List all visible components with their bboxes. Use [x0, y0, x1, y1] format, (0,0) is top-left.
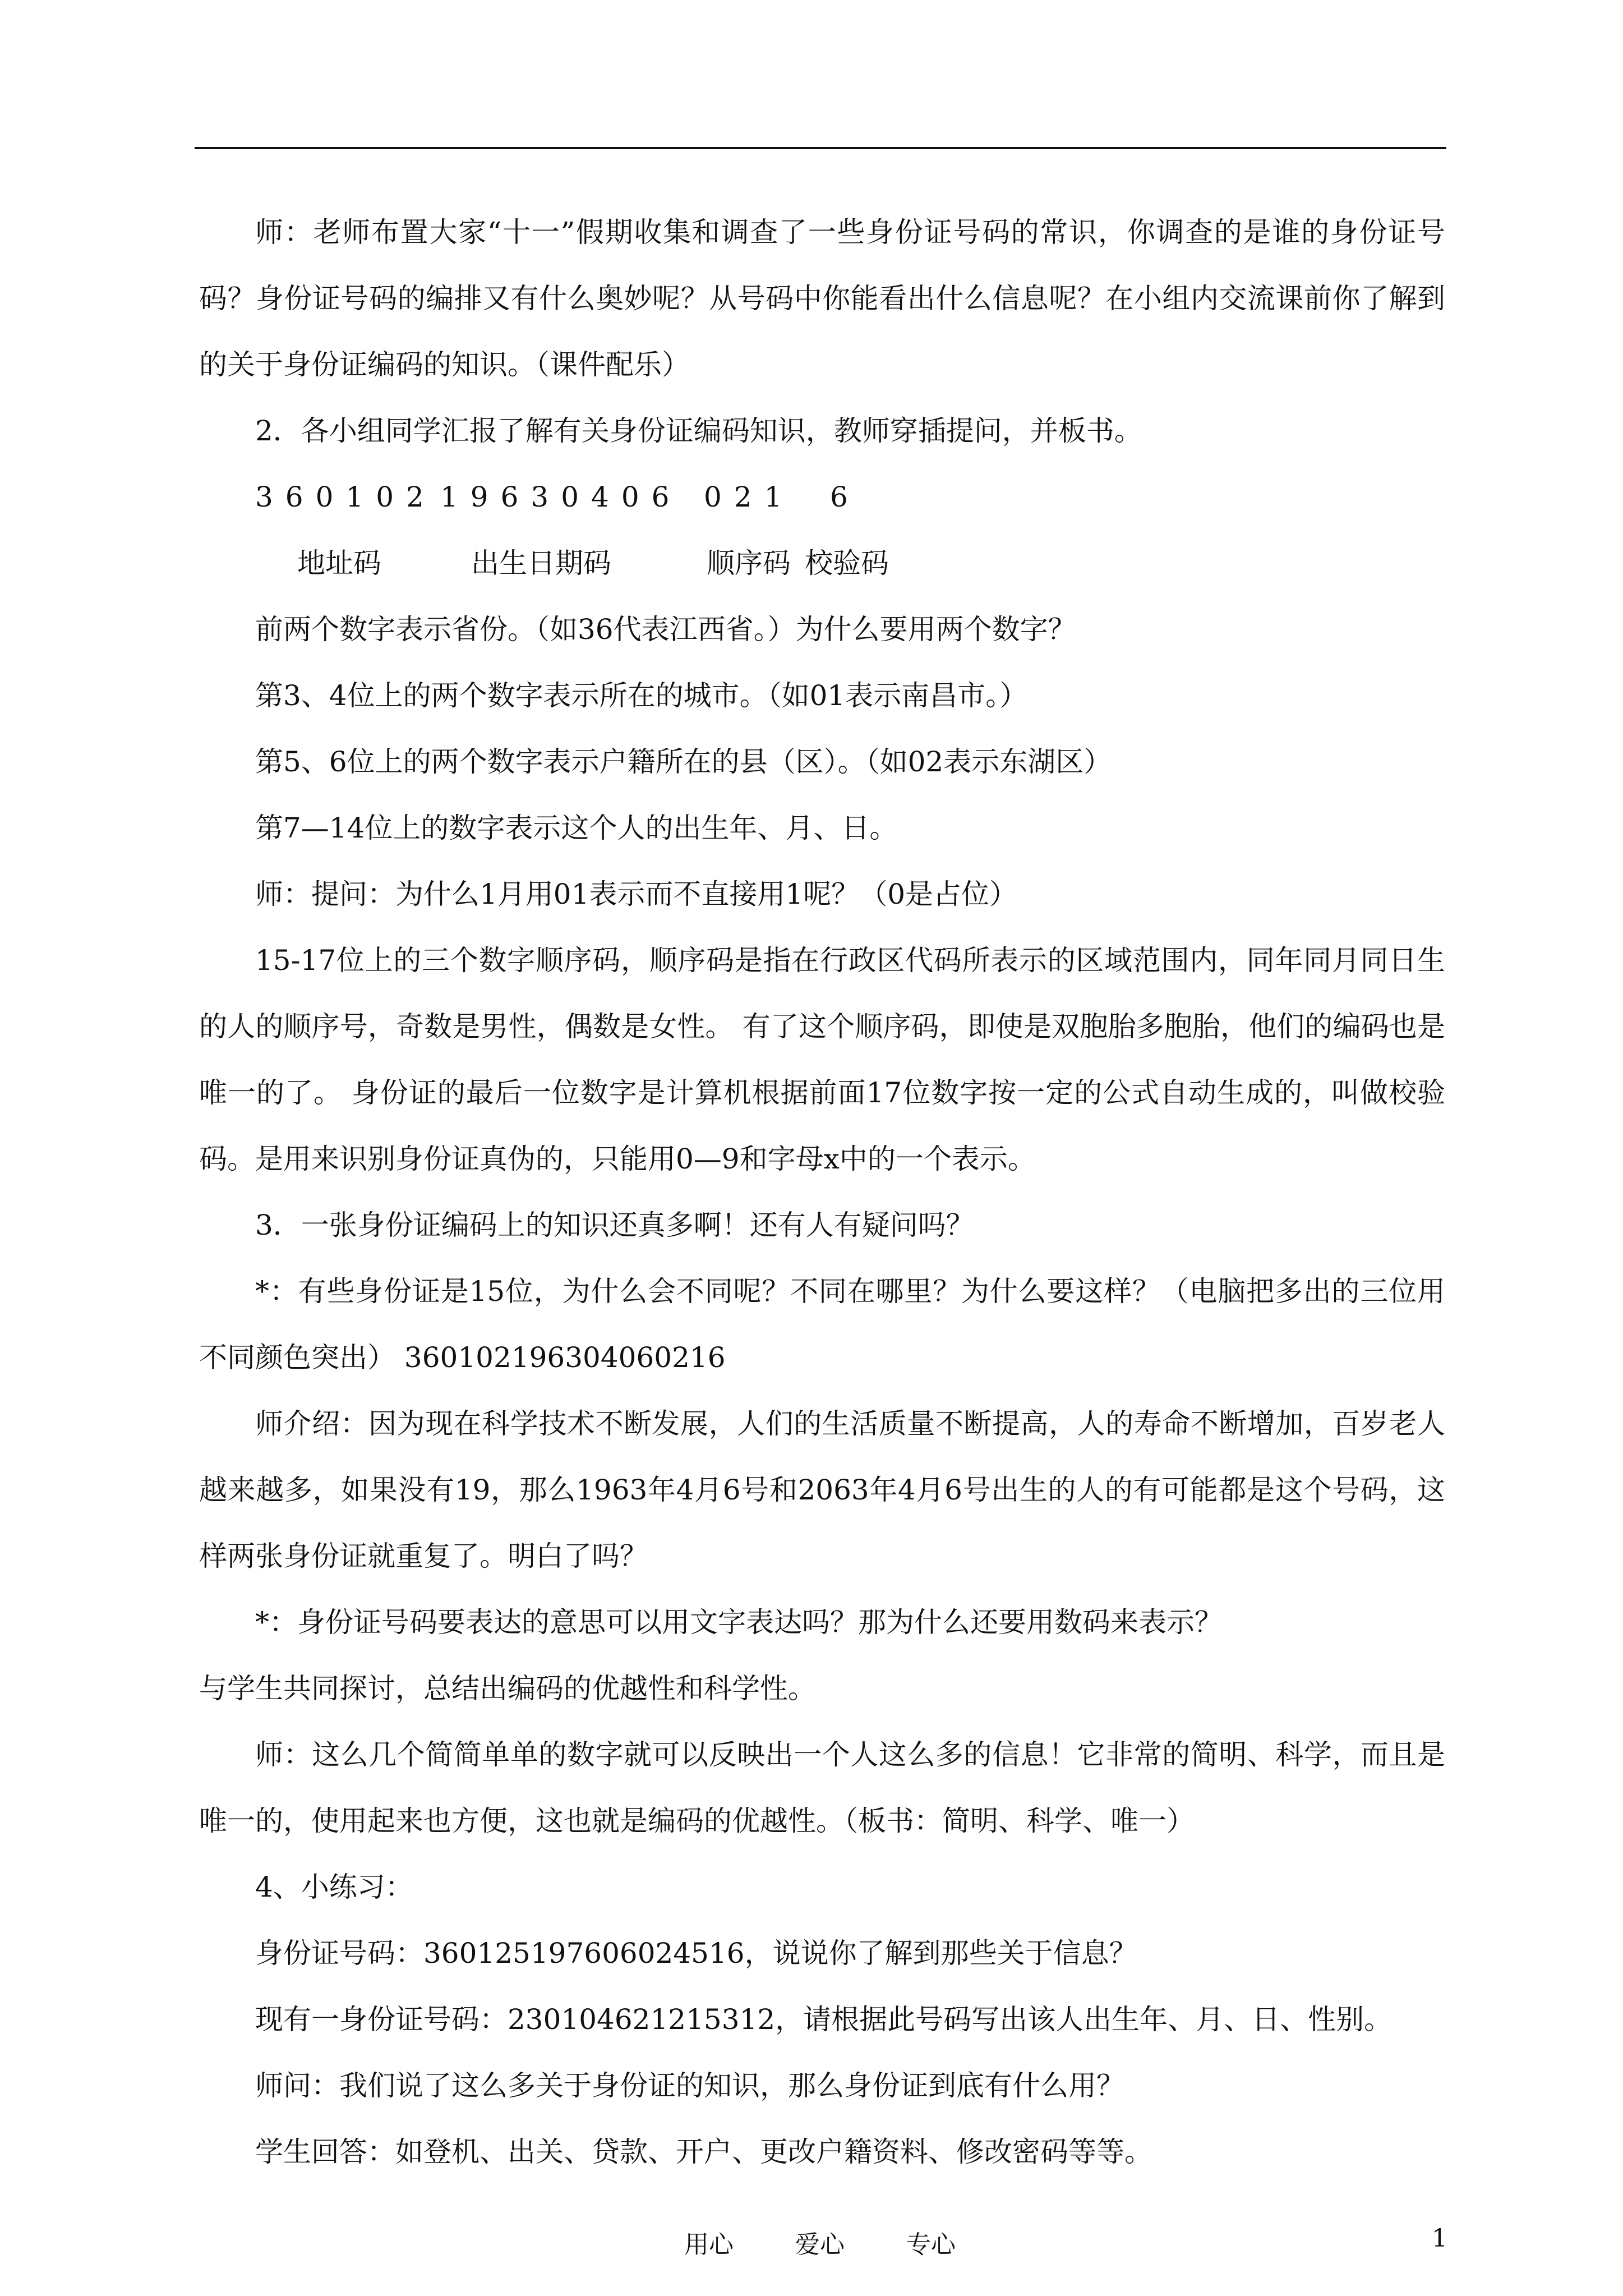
footer-mottos — [684, 2224, 1017, 2260]
footer-motto: 用心 — [684, 2230, 734, 2259]
explanation-paragraph: *：有些身份证是15位，为什么会不同呢？不同在哪里？为什么要这样？（电脑把多出的三位用不同颜色突出） 360102196304060216 — [199, 1275, 1445, 1374]
sequence-code-label: 顺序码 — [707, 547, 791, 579]
id-number-segments — [199, 464, 1445, 530]
birth-date-label: 出生日期码 — [471, 547, 611, 579]
explanation-line: 前两个数字表示省份。（如36代表江西省。）为什么要用两个数字？ — [255, 613, 1076, 646]
closing-paragraph: 师：这么几个简简单单的数字就可以反映出一个人这么多的信息！它非常的简明、科学，而且是唯一的，使用起来也方便，这也就是编码的优越性。（板书：简明、科学、唯一） — [199, 1738, 1445, 1837]
explanation-line: 第5、6位上的两个数字表示户籍所在的县（区）。（如02表示东湖区） — [255, 746, 1112, 778]
document-body — [199, 199, 1445, 2185]
paragraph: 师：老师布置大家“十一”假期收集和调查了一些身份证号码的常识，你调查的是谁的身份证号码？身份证号码的编排又有什么奥妙呢？从号码中你能看出什么信息呢？在小组内交流课前你了解到的关于身份证编码的知识。（课件配乐） — [199, 216, 1445, 381]
paragraph: 2．各小组同学汇报了解有关身份证编码知识，教师穿插提问，并板书。 — [255, 415, 1142, 447]
student-answer: 学生回答：如登机、出关、贷款、开户、更改户籍资料、修改密码等等。 — [255, 2136, 1152, 2168]
explanation-line: 3．一张身份证编码上的知识还真多啊！还有人有疑问吗？ — [255, 1209, 974, 1241]
check-digit: 6 — [830, 481, 860, 513]
address-code-label: 地址码 — [297, 547, 381, 579]
id-number-labels — [199, 530, 1445, 596]
teacher-question: 师问：我们说了这么多关于身份证的知识，那么身份证到底有什么用？ — [255, 2069, 1124, 2102]
explanation-line: *：身份证号码要表达的意思可以用文字表达吗？那为什么还要用数码来表示？ — [255, 1606, 1223, 1639]
page-number: 1 — [1432, 2224, 1447, 2253]
explanation-paragraph: 师介绍：因为现在科学技术不断发展，人们的生活质量不断提高，人的寿命不断增加，百岁老人越来越多，如果没有19，那么1963年4月6号和2063年4月6号出生的人的有可能都是这个号码，这样两张身份证就重复了。明白了吗？ — [199, 1407, 1445, 1572]
explanation-paragraph: 15-17位上的三个数字顺序码，顺序码是指在行政区代码所表示的区域范围内，同年同月同日生的人的顺序号，奇数是男性，偶数是女性。 有了这个顺序码，即使是双胞胎多胞胎，他们的编码也是唯一的了。 身份证的最后一位数字是计算机根据前面17位数字按一定的公式自动生成的，叫做校验码。是用来识别身份证真伪的，只能用0—9和字母x中的一个表示。 — [199, 944, 1445, 1175]
exercise-line: 身份证号码：360125197606024516，说说你了解到那些关于信息？ — [255, 1937, 1137, 1970]
footer-motto: 专心 — [906, 2230, 956, 2259]
explanation-line: 师：提问：为什么1月用01表示而不直接用1呢？（0是占位） — [255, 878, 1018, 910]
birth-date-digits: 19630406 — [440, 481, 682, 513]
exercise-heading: 4、小练习： — [255, 1871, 413, 1903]
explanation-line: 第7—14位上的数字表示这个人的出生年、月、日。 — [255, 812, 898, 844]
footer-motto: 爱心 — [795, 2230, 845, 2259]
exercise-line: 现有一身份证号码：230104621215312，请根据此号码写出该人出生年、月、日、性别。 — [255, 2003, 1393, 2036]
explanation-line: 第3、4位上的两个数字表示所在的城市。（如01表示南昌市。） — [255, 679, 1028, 712]
header-rule — [195, 147, 1446, 149]
sequence-digits: 021 — [704, 481, 795, 513]
summary-line: 与学生共同探讨，总结出编码的优越性和科学性。 — [199, 1672, 816, 1705]
check-code-label: 校验码 — [805, 547, 889, 579]
address-code-digits: 360102 — [255, 481, 436, 513]
